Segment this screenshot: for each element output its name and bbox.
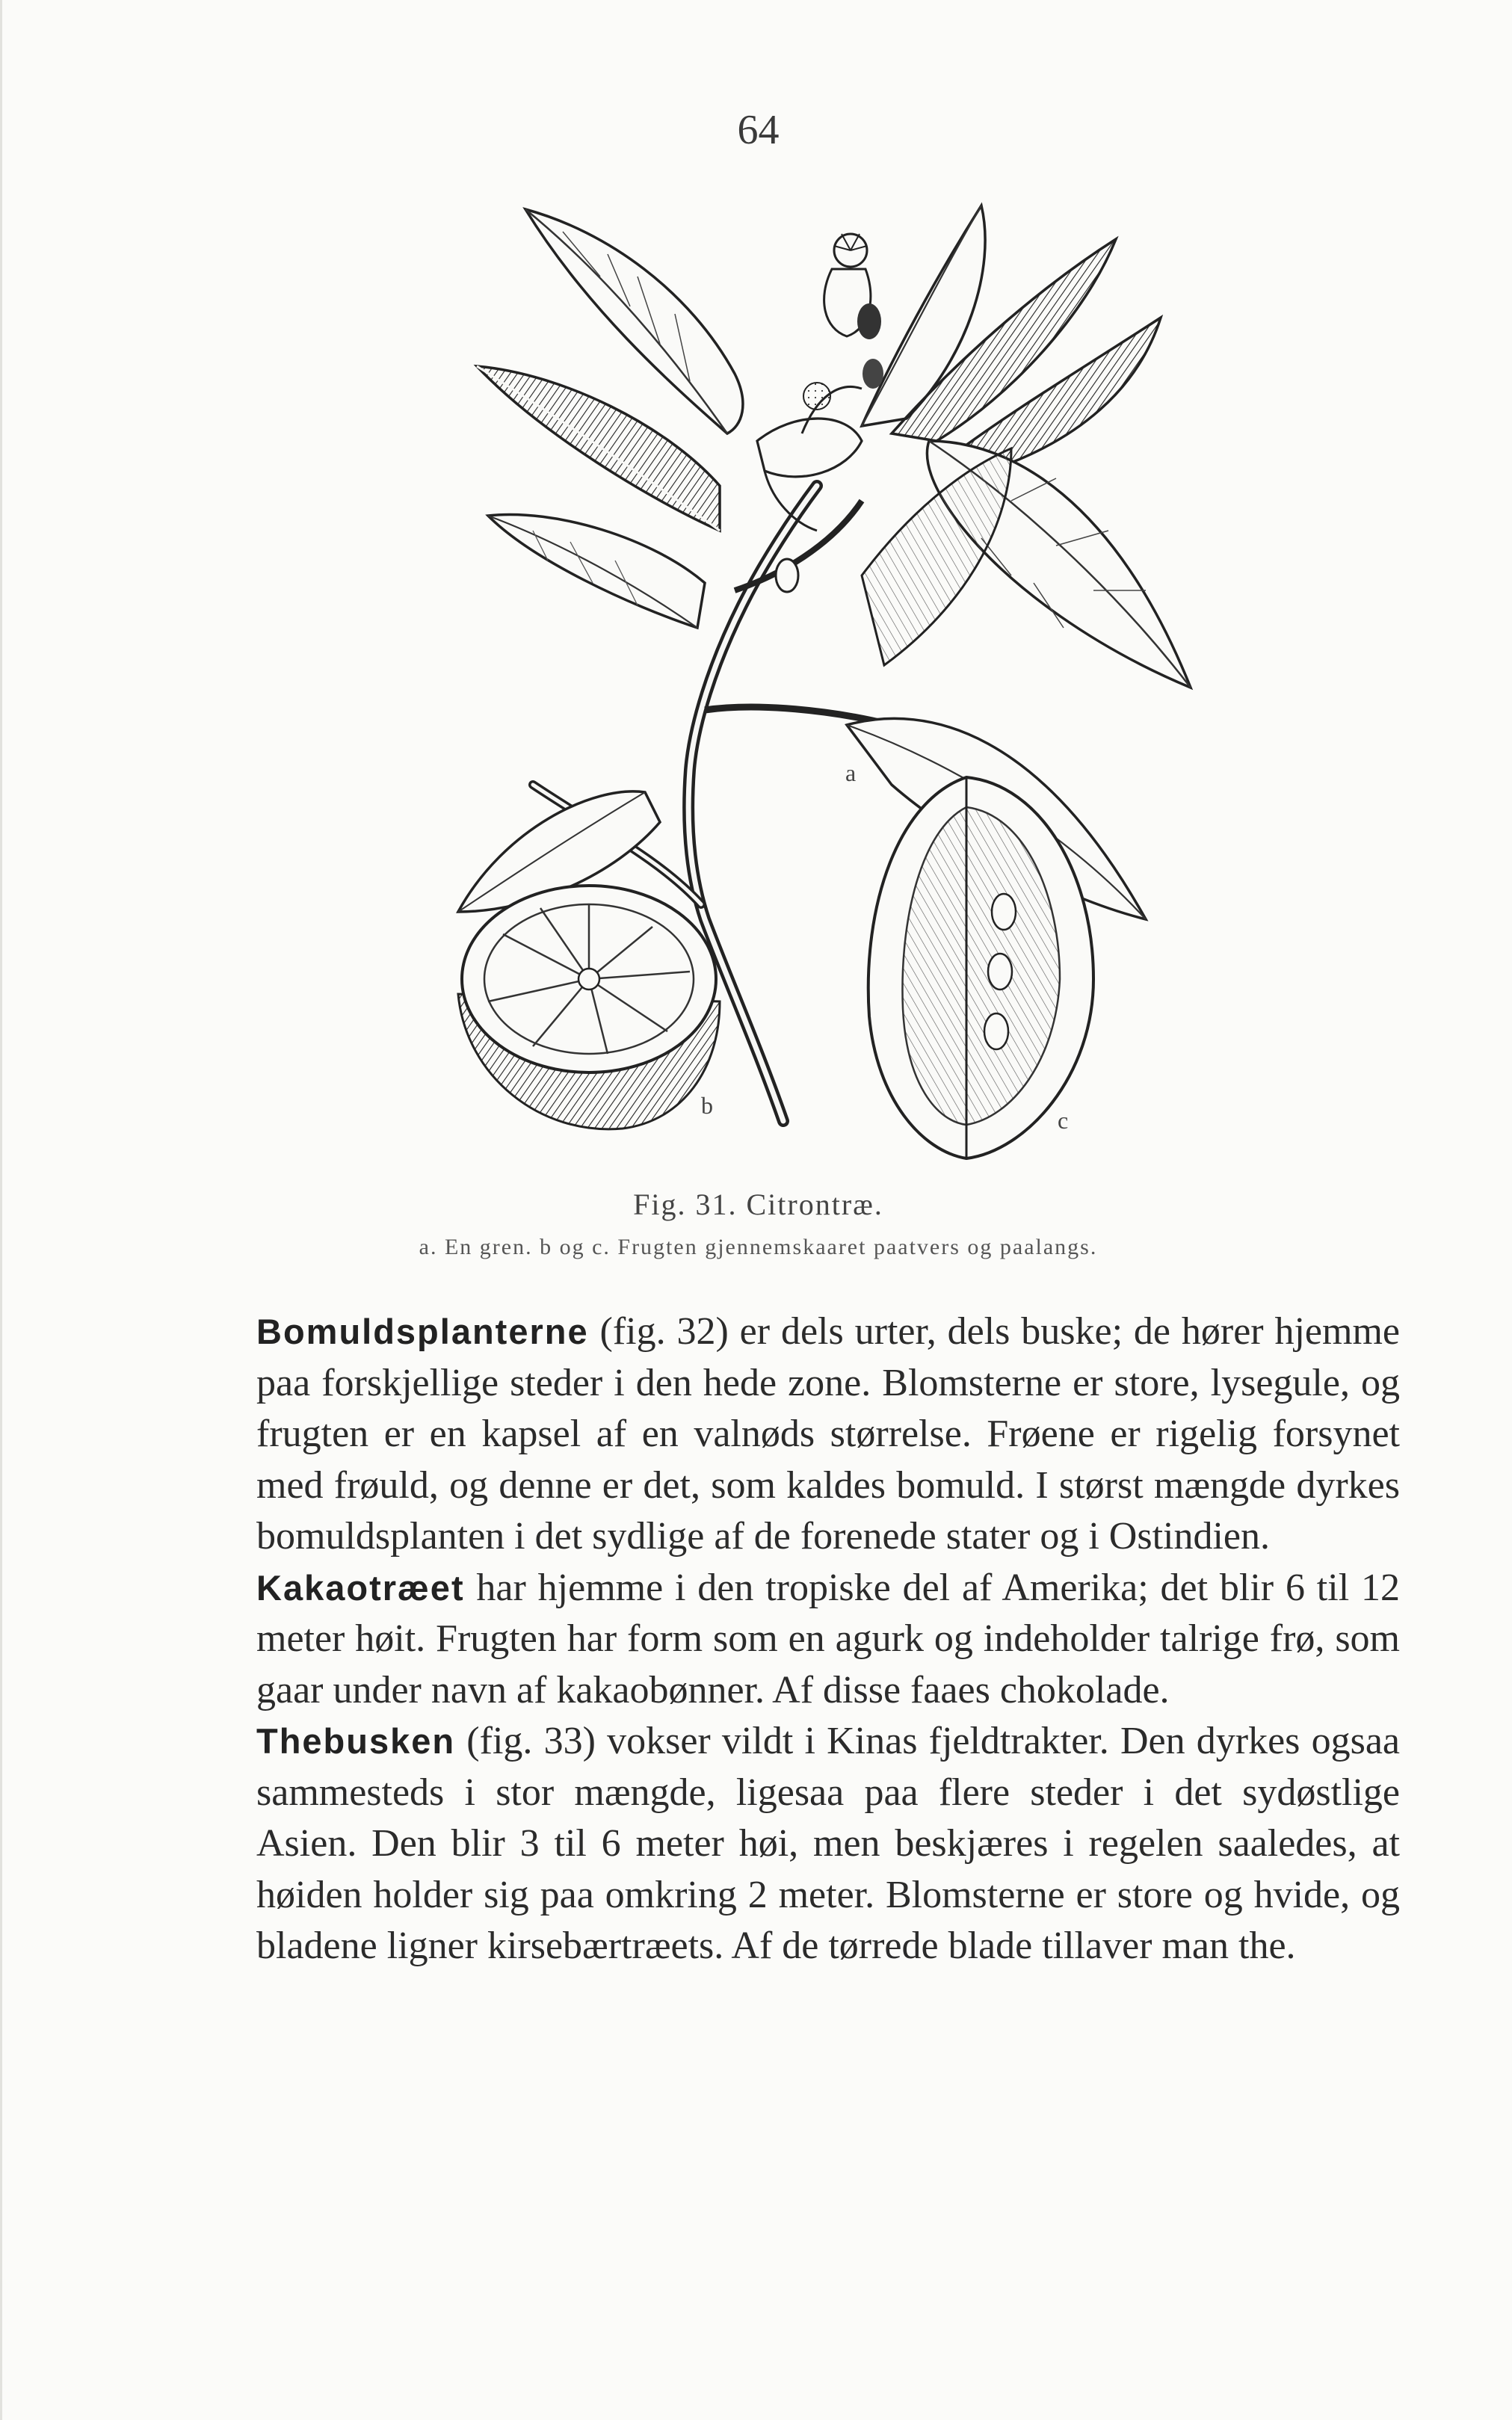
- paragraph-kakao: [256, 1563, 1400, 1717]
- term-bomuldsplanterne: Bomuldsplanterne: [256, 1312, 589, 1351]
- lemon-cross-section-b: [458, 886, 720, 1129]
- flower-cluster-top: [824, 234, 883, 389]
- figure-caption-title: Fig. 31. Citrontræ.: [633, 1188, 883, 1221]
- paragraph-text: (fig. 33) vokser vildt i Kinas fjeldtrakter. Den dyrkes ogsaa sammesteds i stor mængde, ligesaa paa flere steder i det sydøstlige Asien. Den blir 3 til 6 meter høi, men beskjæres i regelen saaledes, at høiden holder sig paa omkring 2 meter. Blomsterne er store og hvide, og bladene ligner kirsebærtræets. Af de tørrede blade tillaver man the.: [256, 1720, 1400, 1967]
- leaf-left-lower: [488, 514, 705, 628]
- label-a: a: [845, 759, 857, 786]
- paragraph-text: har hjemme i den tropiske del af Amerika; det blir 6 til 12 meter høit. Frugten har form som en agurk og indeholder talrige frø, som gaar under navn af kakaobønner. Af disse faaes chokolade.: [256, 1566, 1400, 1711]
- paragraph-bomuld: [256, 1306, 1400, 1563]
- term-thebusken: Thebusken: [256, 1721, 456, 1761]
- page-number: 64: [737, 107, 780, 153]
- lemon-tree-illustration: [443, 187, 1228, 1181]
- paragraph-the: [256, 1716, 1400, 1972]
- label-c: c: [1058, 1107, 1069, 1134]
- paragraph-text: (fig. 32) er dels urter, dels buske; de hører hjemme paa forskjellige steder i den hede zone. Blomsterne er store, lysegule, og frugten er en kapsel af en valnøds størrelse. Frøene er rigelig forsynet med frøuld, og denne er det, som kaldes bomuld. I størst mængde dyrkes bomuldsplanten i det sydlige af de forenede stater og i Ostindien.: [256, 1310, 1400, 1558]
- label-b: b: [701, 1092, 713, 1119]
- figure-caption-subtitle: a. En gren. b og c. Frugten gjennemskaaret paatvers og paalangs.: [419, 1235, 1098, 1259]
- term-kakaotraeet: Kakaotræet: [256, 1567, 465, 1608]
- body-text: [256, 1306, 1400, 1972]
